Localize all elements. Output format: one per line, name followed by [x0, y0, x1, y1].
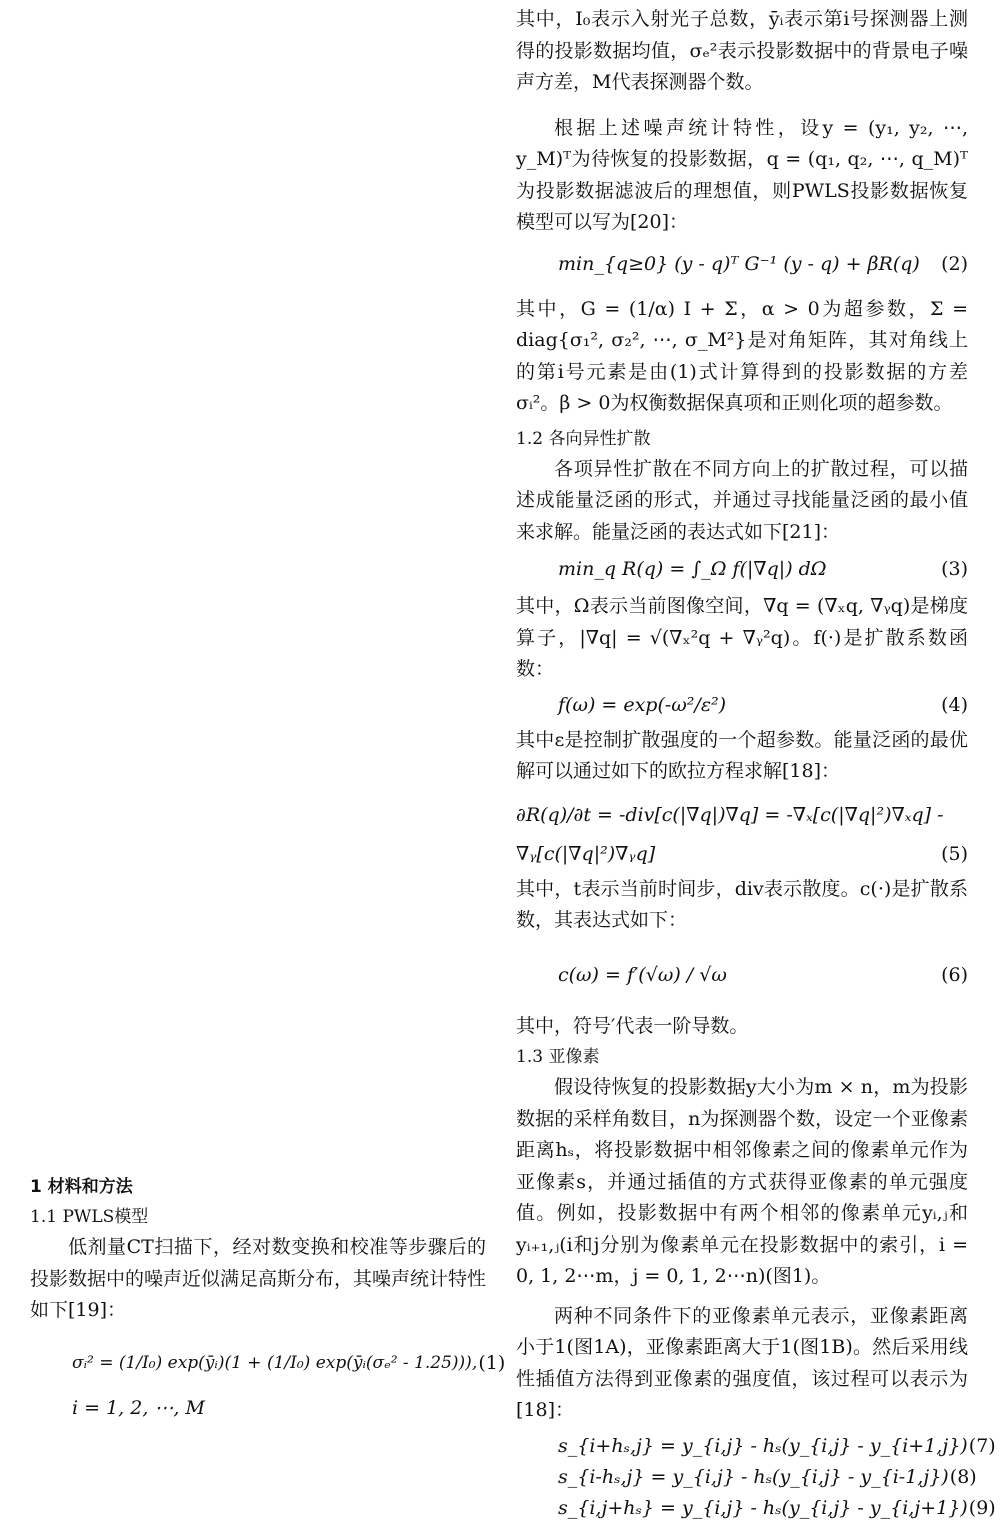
para-epsilon: 其中ε是控制扩散强度的一个超参数。能量泛函的最优解可以通过如下的欧拉方程求解[18]： — [516, 728, 968, 782]
equation-8-body: s_{i-hₛ,j} = y_{i,j} - hₛ(y_{i,j} - y_{i-1,j}) — [558, 1465, 949, 1488]
para-derivative: 其中，符号′代表一阶导数。 — [516, 1014, 749, 1037]
equation-1-body: σᵢ² = (1/I₀) exp(ȳᵢ)(1 + (1/I₀) exp(ȳᵢ(σₑ² - 1.25))), — [72, 1353, 478, 1373]
para-intro-tail: 其中，I₀表示入射光子总数，ȳᵢ表示第i号探测器上测得的投影数据均值，σₑ²表示投影数据中的背景电子噪声方差，M代表探测器个数。 — [516, 8, 968, 93]
para-params: 其中，G = (1/α) I + Σ，α > 0为超参数，Σ = diag{σ₁², σ₂², ⋯, σ_M²}是对角矩阵，其对角线上的第i号元素是由(1)式计算得到的投影数据的方差σᵢ²。β > 0为权衡数据保真项和正则化项的超参数。 — [516, 297, 968, 414]
equation-4 — [516, 690, 968, 721]
heading-1: 1 材料和方法 — [30, 1177, 133, 1197]
para-model: 根据上述噪声统计特性，设y = (y₁, y₂, ⋯, y_M)ᵀ为待恢复的投影数据，q = (q₁, q₂, ⋯, q_M)ᵀ为投影数据滤波后的理想值，则PWLS投影数据恢复模型可以写为[20]： — [516, 116, 968, 233]
equation-2-body: min_{q≥0} (y - q)ᵀ G⁻¹ (y - q) + βR(q) — [558, 252, 920, 275]
heading-1-2: 1.2 各向异性扩散 — [516, 428, 651, 449]
equation-7 — [516, 1431, 996, 1462]
equation-4-body: f(ω) = exp(-ω²/ε²) — [558, 693, 727, 716]
equation-5-line-2 — [516, 839, 968, 870]
equation-5-number: (5) — [941, 842, 968, 865]
equation-1-cont-body: i = 1, 2, ⋯, M — [72, 1396, 205, 1419]
equation-6-body: c(ω) = f′(√ω) / √ω — [558, 964, 727, 986]
equation-8-number: (8) — [949, 1465, 977, 1488]
equation-6-number: (6) — [941, 964, 968, 986]
equation-5-body: ∇ᵧ[c(|∇q|²)∇ᵧq] — [516, 842, 656, 865]
equation-5-line-1-body: ∂R(q)/∂t = -div[c(|∇q|)∇q] = -∇ₓ[c(|∇q|²)∇ₓq] - — [516, 803, 944, 826]
equation-6 — [516, 947, 968, 1005]
heading-1-3: 1.3 亚像素 — [516, 1047, 600, 1067]
para-div: 其中，t表示当前时间步，div表示散度。c(·)是扩散系数，其表达式如下： — [516, 877, 968, 931]
equation-3-number: (3) — [941, 558, 968, 580]
right-column — [516, 0, 996, 1524]
equation-3-body: min_q R(q) = ∫_Ω f(|∇q|) dΩ — [558, 558, 827, 580]
para-noise: 低剂量CT扫描下，经对数变换和校准等步骤后的投影数据中的噪声近似满足高斯分布，其噪声统计特性如下[19]： — [30, 1236, 487, 1321]
equation-8 — [516, 1462, 977, 1493]
equation-1 — [30, 1335, 506, 1393]
para-conditions: 两种不同条件下的亚像素单元表示，亚像素距离小于1(图1A)，亚像素距离大于1(图1B)。然后采用线性插值方法得到亚像素的强度值，该过程可以表示为[18]： — [516, 1304, 968, 1421]
para-diffusion: 各项异性扩散在不同方向上的扩散过程，可以描述成能量泛函的形式，并通过寻找能量泛函的最小值来求解。能量泛函的表达式如下[21]： — [516, 457, 968, 543]
para-subpixel: 假设待恢复的投影数据y大小为m × n，m为投影数据的采样角数目，n为探测器个数，设定一个亚像素距离hₛ，将投影数据中相邻像素之间的像素单元作为亚像素s，并通过插值的方式获得亚像素的单元强度值。例如，投影数据中有两个相邻的像素单元yᵢ,ⱼ和yᵢ₊₁,ⱼ(i和j分别为像素单元在投影数据中的索引，i = 0, 1, 2⋯m，j = 0, 1, 2⋯n)(图1)。 — [516, 1076, 968, 1287]
para-gradient: 其中，Ω表示当前图像空间，∇q = (∇ₓq, ∇ᵧq)是梯度算子，|∇q| = √(∇ₓ²q + ∇ᵧ²q)。f(·)是扩散系数函数： — [516, 595, 968, 680]
equation-7-number: (7) — [968, 1434, 996, 1457]
equation-3 — [516, 554, 968, 585]
equation-2-number: (2) — [941, 252, 968, 275]
equation-1-number: (1) — [478, 1352, 506, 1374]
left-column — [30, 1172, 506, 1424]
equation-5-line-1 — [516, 800, 968, 831]
equation-9-number: (9) — [968, 1496, 996, 1519]
equation-2 — [516, 249, 968, 280]
equation-1-continuation — [30, 1393, 486, 1424]
equation-4-number: (4) — [941, 693, 968, 716]
equation-7-body: s_{i+hₛ,j} = y_{i,j} - hₛ(y_{i,j} - y_{i+1,j}) — [558, 1434, 968, 1457]
equation-9-body: s_{i,j+hₛ} = y_{i,j} - hₛ(y_{i,j} - y_{i,j+1}) — [558, 1496, 968, 1519]
equation-9 — [516, 1493, 996, 1524]
heading-1-1: 1.1 PWLS模型 — [30, 1207, 149, 1227]
